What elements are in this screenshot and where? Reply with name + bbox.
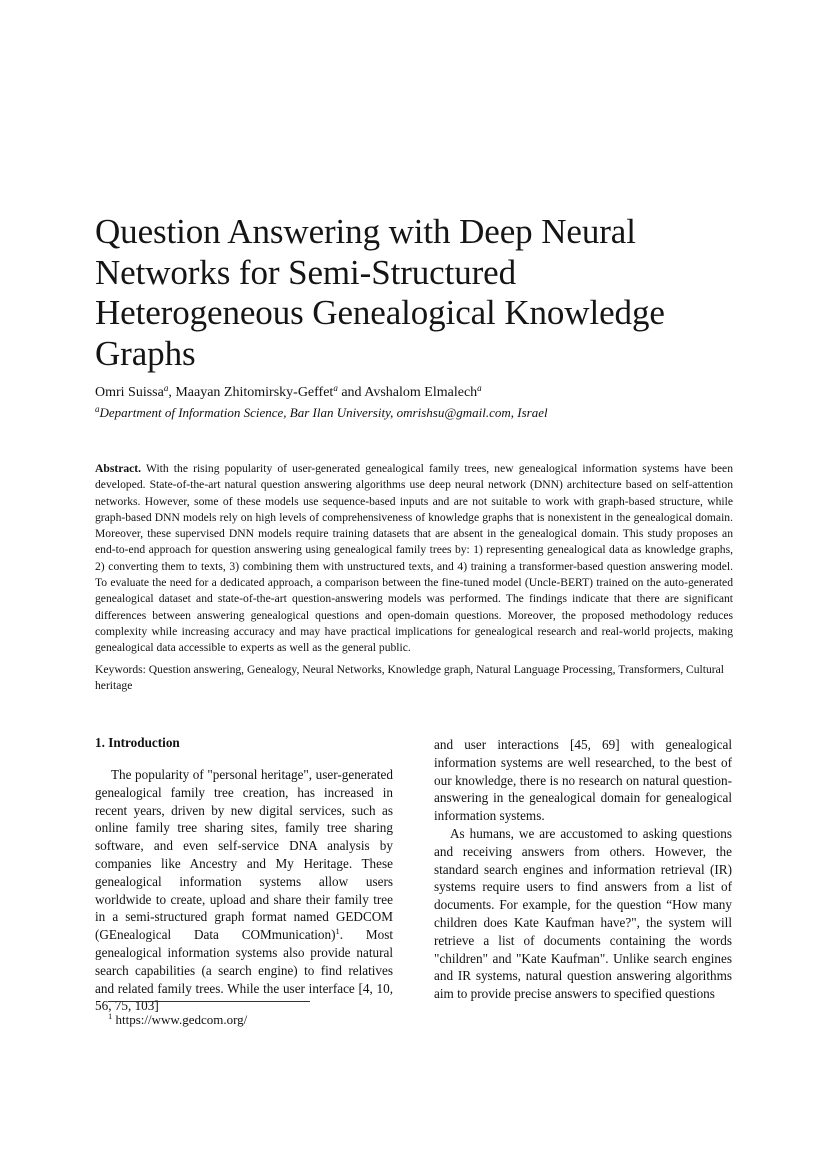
affiliation-text: Department of Information Science, Bar Ilan University, omrishsu@gmail.com, Israel — [99, 405, 548, 420]
affiliation-marker: a — [477, 383, 482, 393]
author-name: Omri Suissa — [95, 385, 164, 400]
keywords: Keywords: Question answering, Genealogy, Neural Networks, Knowledge graph, Natural Language Processing, Transformers, Cultural heritage — [95, 663, 725, 693]
footnote-text: https://www.gedcom.org/ — [112, 1012, 248, 1027]
body-paragraph — [95, 766, 393, 1015]
affiliation — [95, 404, 548, 421]
section-heading: 1. Introduction — [95, 735, 180, 750]
footnote-ref: 1 — [335, 926, 340, 937]
abstract — [95, 461, 733, 657]
right-column — [434, 736, 732, 1003]
abstract-label: Abstract. — [95, 462, 142, 475]
title-line: Heterogeneous Genealogical Knowledge — [95, 293, 665, 332]
author-separator: and — [337, 385, 365, 400]
footnote-number: 1 — [108, 1011, 113, 1021]
footnote-divider — [108, 1001, 310, 1002]
footnote — [108, 1011, 247, 1028]
author-name: Maayan Zhitomirsky-Geffet — [175, 385, 334, 400]
affiliation-marker: a — [333, 383, 338, 393]
body-paragraph: As humans, we are accustomed to asking questions and receiving answers from others. However, the standard search engines and information retrieval (IR) systems require users to find answers from a list of documents. For example, for the question “How many children does Kate Kaufman have?", the system will retrieve a list of documents containing the words "children" and "Kate Kaufman". Unlike search engines and IR systems, natural question answering algorithms aim to provide precise answers to specified questions — [434, 825, 732, 1002]
paragraph-text: . Most genealogical information systems also provide natural search capabilities (a search engine) to find relatives and related family trees. While the user interface [4, 10, 56, 75, 103] — [95, 927, 393, 1014]
title-line: Question Answering with Deep Neural — [95, 212, 636, 251]
affiliation-marker: a — [95, 404, 100, 414]
left-column — [95, 733, 393, 1015]
abstract-text: With the rising popularity of user-generated genealogical family trees, new genealogical information systems have been developed. State-of-the-art natural question answering algorithms use deep neural network (DNN) architecture based on self-attention networks. However, some of these models use sequence-based inputs and are not suitable to work with graph-based structure, while graph-based DNN models rely on high levels of comprehensiveness of knowledge graphs that is nonexistent in the genealogical domain. Moreover, these supervised DNN models require training datasets that are absent in the genealogical domain. This study proposes an end-to-end approach for question answering using genealogical family trees by: 1) representing genealogical data as knowledge graphs, 2) converting them to texts, 3) combining them with unstructured texts, and 4) training a transformer-based question answering model. To evaluate the need for a dedicated approach, a comparison between the fine-tuned model (Uncle-BERT) trained on the auto-generated genealogical dataset and state-of-the-art question-answering models was performed. The findings indicate that there are significant differences between answering genealogical questions and open-domain questions. Moreover, the proposed methodology reduces complexity while increasing accuracy and may have practical implications for genealogical research and real-world projects, making genealogical data accessible to experts as well as the general public. — [95, 462, 733, 655]
affiliation-marker: a — [163, 383, 169, 393]
author-name: Avshalom Elmalech — [364, 385, 478, 400]
title-line: Networks for Semi-Structured — [95, 252, 516, 292]
author-separator: , — [168, 385, 176, 400]
body-paragraph: and user interactions [45, 69] with genealogical information systems are well researched, to the best of our knowledge, there is no research on natural question-answering in the genealogical domain for genealogical information systems. — [434, 737, 732, 824]
paper-title — [95, 212, 735, 374]
author-list — [95, 384, 482, 402]
title-line: Graphs — [95, 333, 196, 373]
paragraph-text: The popularity of "personal heritage", user-generated genealogical family tree creation, has increased in recent years, driven by new digital services, such as online family tree sharing sites, family tree sharing software, and even self-service DNA analysis by companies like Ancestry and My Heritage. These genealogical information systems allow users worldwide to create, upload and share their family tree in a semi-structured graph format named GEDCOM (GEnealogical Data COMmunication) — [95, 767, 393, 943]
